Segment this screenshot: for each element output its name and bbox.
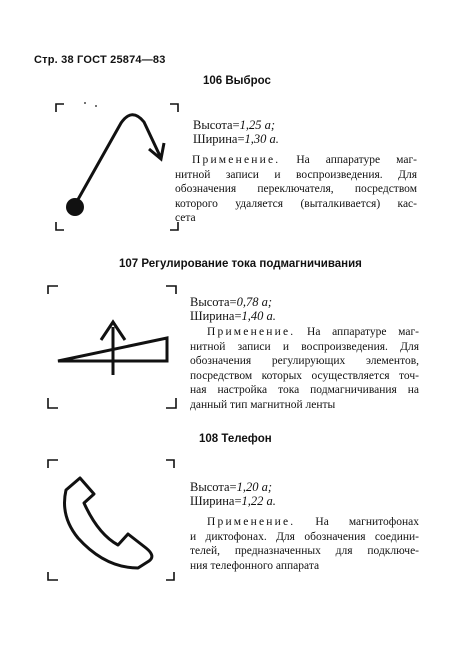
width-value: 1,22 а. xyxy=(241,494,276,508)
page-header: Стр. 38 ГОСТ 25874—83 xyxy=(34,54,166,66)
usage-line: данный тип магнитной ленты xyxy=(190,398,336,411)
usage-line: нитной записи и воспроизведения. Для xyxy=(175,168,417,181)
telephone-handset-icon xyxy=(65,478,152,568)
width-label: Ширина xyxy=(190,309,235,323)
height-label: Высота xyxy=(193,118,233,132)
usage-lead: Применение. xyxy=(192,154,281,166)
usage-lead: Применение. xyxy=(207,326,296,338)
usage-line: ния телефонного аппарата xyxy=(190,559,320,572)
height-label: Высота xyxy=(190,295,230,309)
dimensions-107: Высота=0,78 а; Ширина=1,40 а. xyxy=(190,295,276,323)
usage-line: обозначения регулирующих элементов, xyxy=(190,355,419,367)
stray-marks xyxy=(84,102,97,107)
height-value: 1,25 а; xyxy=(239,118,276,132)
section-title-107: 107 Регулирование тока подмагничивания xyxy=(119,258,362,270)
usage-line: телей, предназначенных для подключе- xyxy=(190,545,419,557)
dimensions-108: Высота=1,20 а; Ширина=1,22 а. xyxy=(190,480,276,508)
usage-line: которого удаляется (выталкивается) кас- xyxy=(175,197,417,210)
usage-line: и диктофонах. Для обозначения соедини- xyxy=(190,530,419,543)
width-label: Ширина xyxy=(193,132,238,146)
usage-line: Применение. На аппаратуре маг- xyxy=(207,326,419,338)
section-title-108: 108 Телефон xyxy=(199,433,272,445)
usage-106 xyxy=(175,153,417,226)
width-label: Ширина xyxy=(190,494,235,508)
width-value: 1,30 а. xyxy=(244,132,279,146)
height-value: 0,78 а; xyxy=(236,295,273,309)
usage-line: сета xyxy=(175,212,196,224)
eject-arrow-icon xyxy=(66,115,164,216)
height-label: Высота xyxy=(190,480,230,494)
width-value: 1,40 а. xyxy=(241,309,276,323)
usage-line: Применение. На аппаратуре маг- xyxy=(192,154,417,166)
usage-line: обозначения переключателя, посредством xyxy=(175,183,417,195)
usage-line: ная настройка тока подмагничивания на xyxy=(190,384,419,396)
section-title-106: 106 Выброс xyxy=(203,75,271,87)
usage-line: посредством которых осуществляется точ- xyxy=(190,369,419,382)
usage-lead: Применение. xyxy=(207,516,296,528)
height-value: 1,20 а; xyxy=(236,480,273,494)
dimensions-106: Высота=1,25 а; Ширина=1,30 а. xyxy=(193,118,279,146)
bias-adjust-icon xyxy=(58,322,167,375)
usage-line: Применение. На магнитофонах xyxy=(207,516,420,528)
usage-108 xyxy=(190,515,419,573)
usage-line: нитной записи и воспроизведения. Для xyxy=(190,340,419,353)
usage-107 xyxy=(190,325,419,412)
